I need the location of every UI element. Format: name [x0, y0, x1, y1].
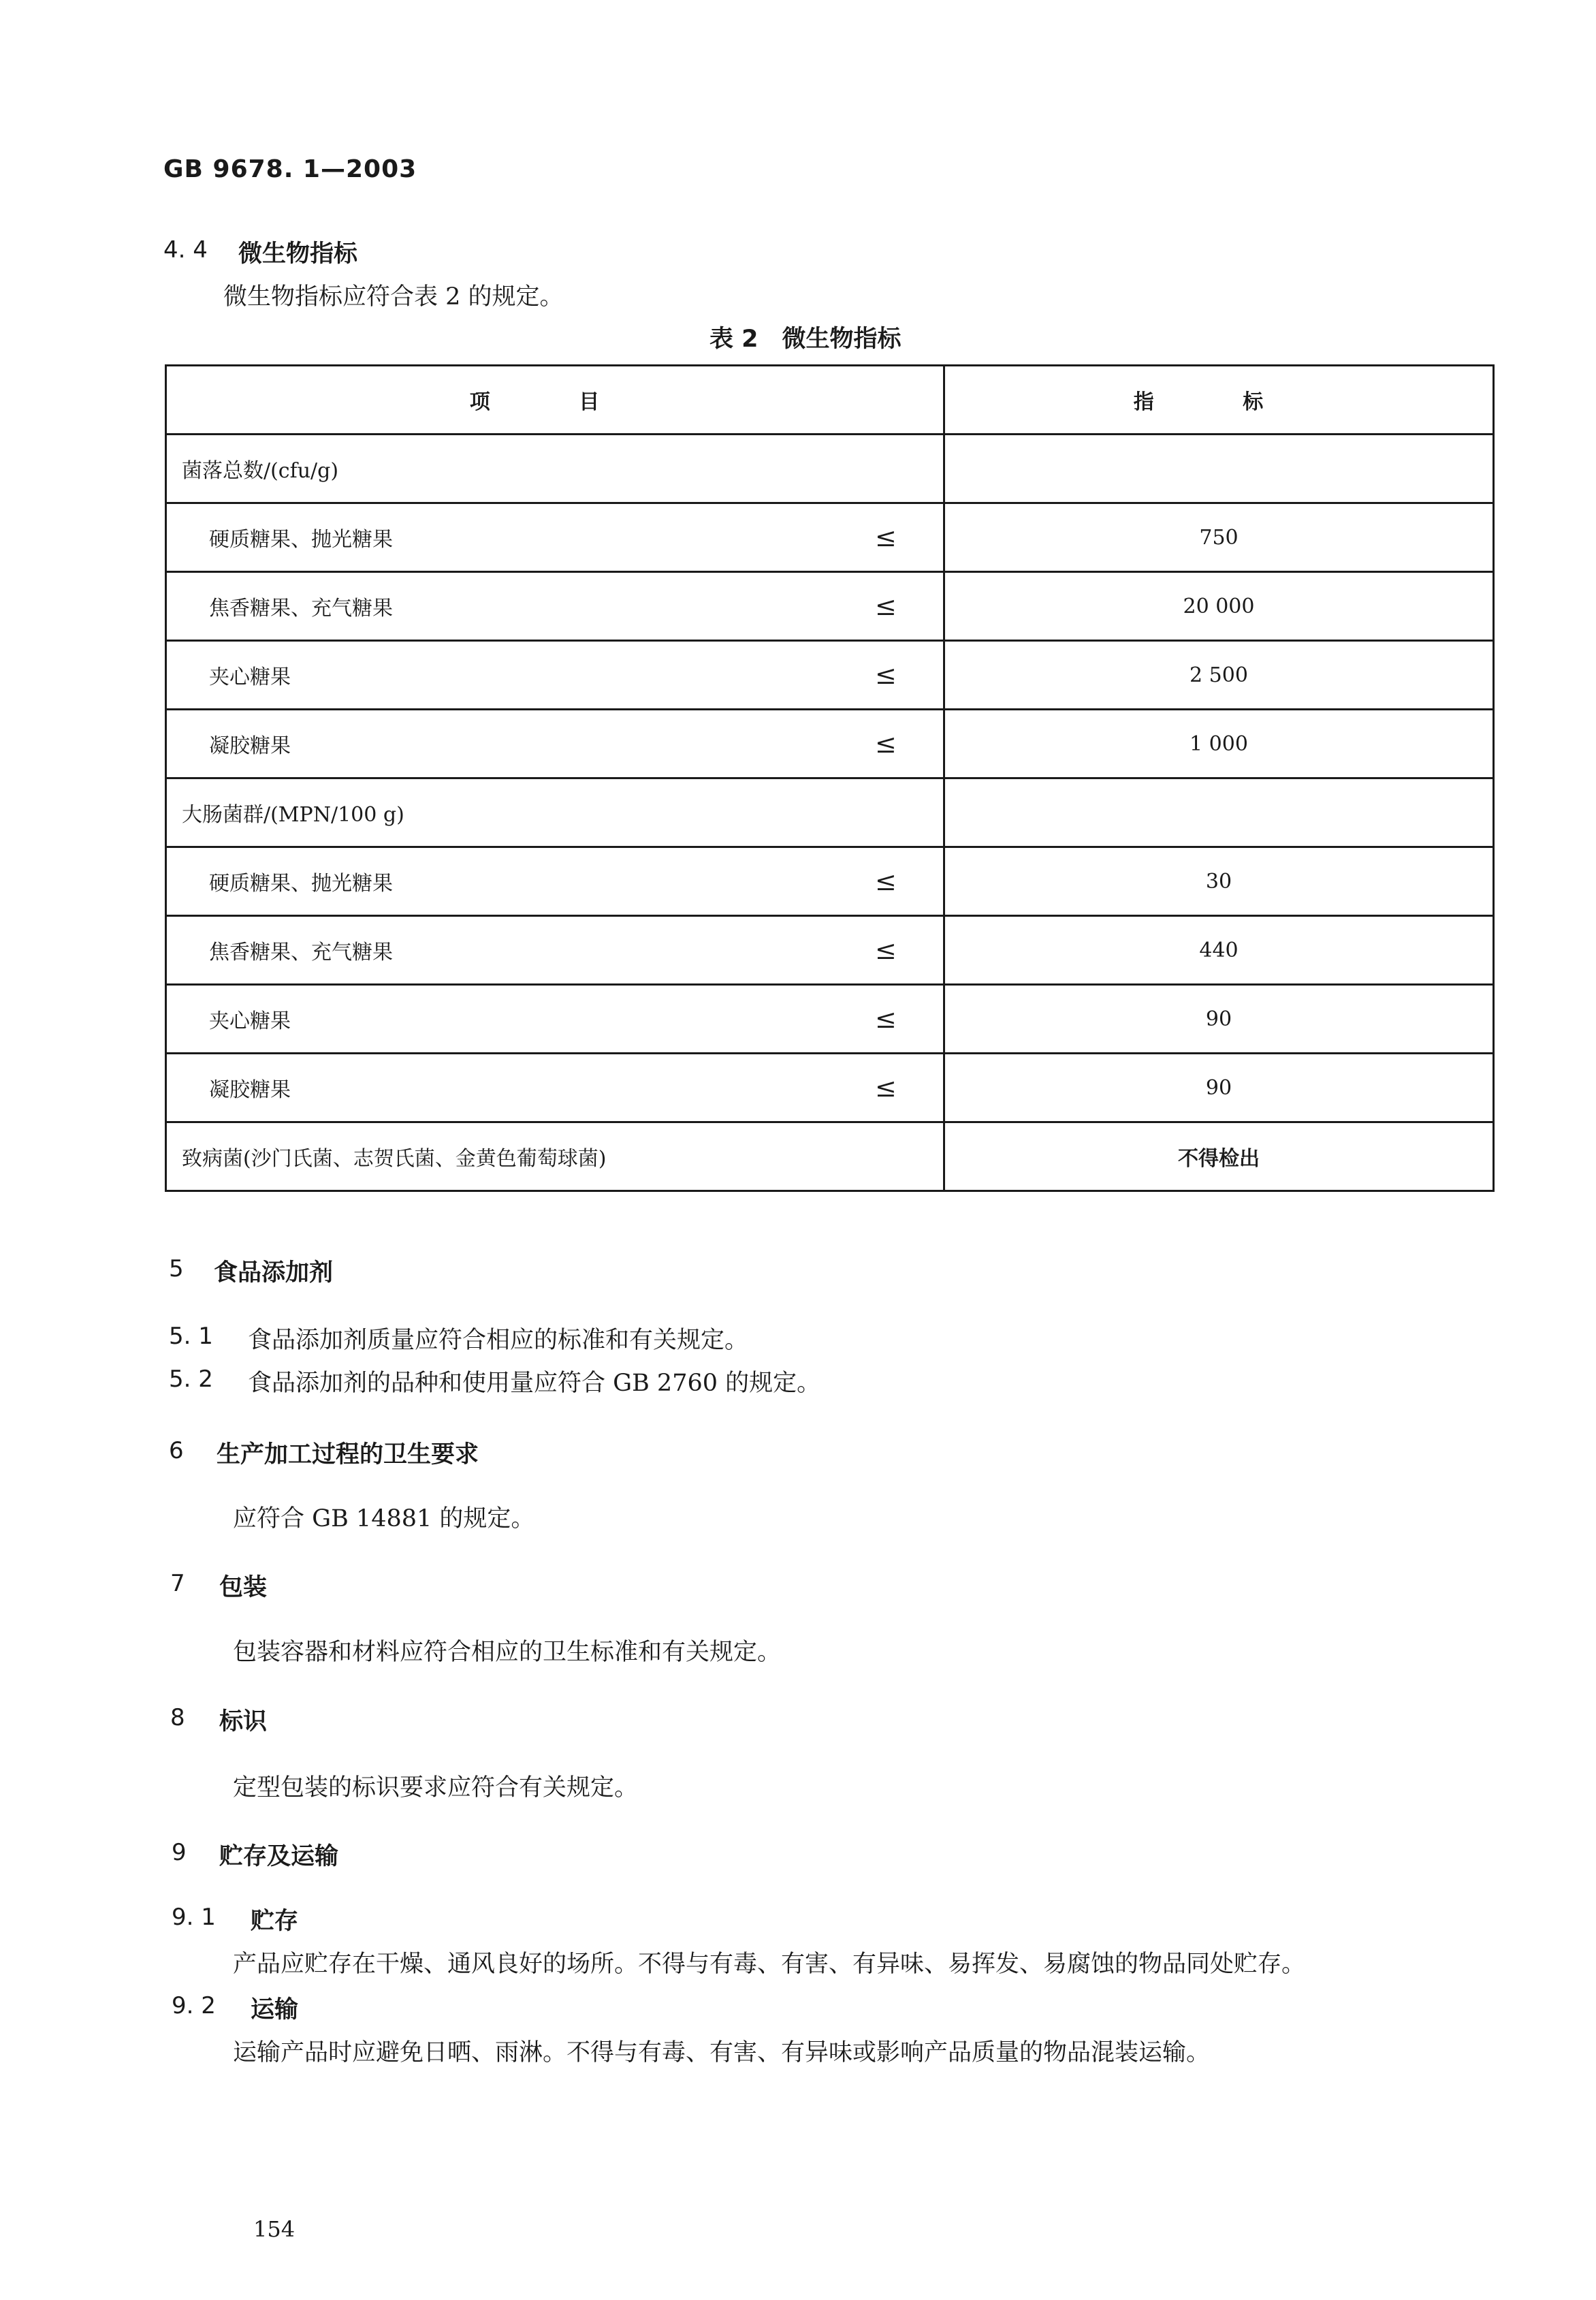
section-9-2-title: 运输: [251, 1996, 299, 2023]
row-label: 大肠菌群/(MPN/100 g): [182, 803, 404, 827]
section-8-text: 定型包装的标识要求应符合有关规定。: [233, 1774, 639, 1801]
row-label: 硬质糖果、抛光糖果: [209, 872, 393, 896]
row-operator: ≤: [875, 660, 897, 690]
standard-code: GB 9678. 1—2003: [163, 155, 417, 183]
section-9-1-text: 产品应贮存在干燥、通风良好的场所。不得与有毒、有害、有异味、易挥发、易腐蚀的物品同处贮存。: [233, 1951, 1306, 1978]
table-row: [166, 916, 1494, 985]
table-row: [166, 572, 1494, 641]
section-6-text: 应符合 GB 14881 的规定。: [233, 1505, 535, 1532]
section-9-title: 贮存及运输: [219, 1843, 339, 1870]
row-value: [944, 778, 1494, 847]
row-value: 440: [944, 916, 1494, 985]
table-row: [166, 1054, 1494, 1122]
section-5-title: 食品添加剂: [214, 1259, 334, 1287]
section-4-4-text: 微生物指标应符合表 2 的规定。: [223, 283, 564, 311]
section-9-number: 9: [172, 1839, 187, 1866]
section-9-1-number: 9. 1: [172, 1904, 216, 1931]
row-operator: ≤: [875, 522, 897, 552]
section-9-1-title: 贮存: [251, 1908, 299, 1935]
table-row: [166, 778, 1494, 847]
row-label: 凝胶糖果: [209, 734, 291, 758]
section-5-1-text: 食品添加剂质量应符合相应的标准和有关规定。: [248, 1327, 749, 1354]
row-operator: ≤: [875, 729, 897, 759]
table-row: [166, 503, 1494, 572]
row-label: 夹心糖果: [209, 1009, 291, 1033]
table-row: [166, 1122, 1494, 1191]
row-label: 焦香糖果、充气糖果: [209, 941, 393, 964]
section-9-2-text: 运输产品时应避免日晒、雨淋。不得与有毒、有害、有异味或影响产品质量的物品混装运输。: [233, 2039, 1211, 2066]
section-9-2-number: 9. 2: [172, 1992, 216, 2019]
microbial-spec-table: [165, 364, 1495, 1192]
row-value: 1 000: [944, 710, 1494, 778]
row-label: 夹心糖果: [209, 665, 291, 689]
table-row: [166, 435, 1494, 503]
row-value: 90: [944, 985, 1494, 1054]
table-row: [166, 641, 1494, 710]
row-value: 2 500: [944, 641, 1494, 710]
section-8-title: 标识: [219, 1708, 268, 1735]
section-7-title: 包装: [219, 1574, 268, 1601]
row-operator: ≤: [875, 935, 897, 965]
row-label: 凝胶糖果: [209, 1078, 291, 1102]
row-label: 焦香糖果、充气糖果: [209, 597, 393, 620]
row-value: 750: [944, 503, 1494, 572]
row-operator: ≤: [875, 866, 897, 896]
section-7-text: 包装容器和材料应符合相应的卫生标准和有关规定。: [233, 1639, 782, 1666]
table-row: [166, 710, 1494, 778]
column-header-value: 指 标: [944, 366, 1494, 435]
section-4-4-number: 4. 4: [163, 236, 208, 264]
section-6-number: 6: [169, 1437, 184, 1464]
page-number: 154: [253, 2216, 296, 2242]
section-7-number: 7: [170, 1570, 185, 1597]
row-label: 菌落总数/(cfu/g): [182, 459, 339, 483]
section-5-2-text: 食品添加剂的品种和使用量应符合 GB 2760 的规定。: [248, 1370, 821, 1397]
row-operator: ≤: [875, 1004, 897, 1034]
table-header-row: [166, 366, 1494, 435]
table-row: [166, 847, 1494, 916]
section-5-2-number: 5. 2: [169, 1366, 213, 1393]
row-value: 90: [944, 1054, 1494, 1122]
section-6-title: 生产加工过程的卫生要求: [217, 1441, 479, 1468]
table-row: [166, 985, 1494, 1054]
section-8-number: 8: [170, 1704, 185, 1731]
row-label: 致病菌(沙门氏菌、志贺氏菌、金黄色葡萄球菌): [182, 1147, 607, 1171]
row-value: [944, 435, 1494, 503]
section-5-1-number: 5. 1: [169, 1323, 213, 1350]
section-4-4-title: 微生物指标: [238, 240, 358, 268]
section-5-number: 5: [169, 1255, 184, 1282]
row-value: 20 000: [944, 572, 1494, 641]
row-operator: ≤: [875, 591, 897, 621]
row-label: 硬质糖果、抛光糖果: [209, 528, 393, 552]
column-header-item: 项 目: [166, 366, 944, 435]
row-value: 不得检出: [944, 1122, 1494, 1191]
row-value: 30: [944, 847, 1494, 916]
table-caption: 表 2 微生物指标: [709, 326, 901, 353]
row-operator: ≤: [875, 1073, 897, 1103]
